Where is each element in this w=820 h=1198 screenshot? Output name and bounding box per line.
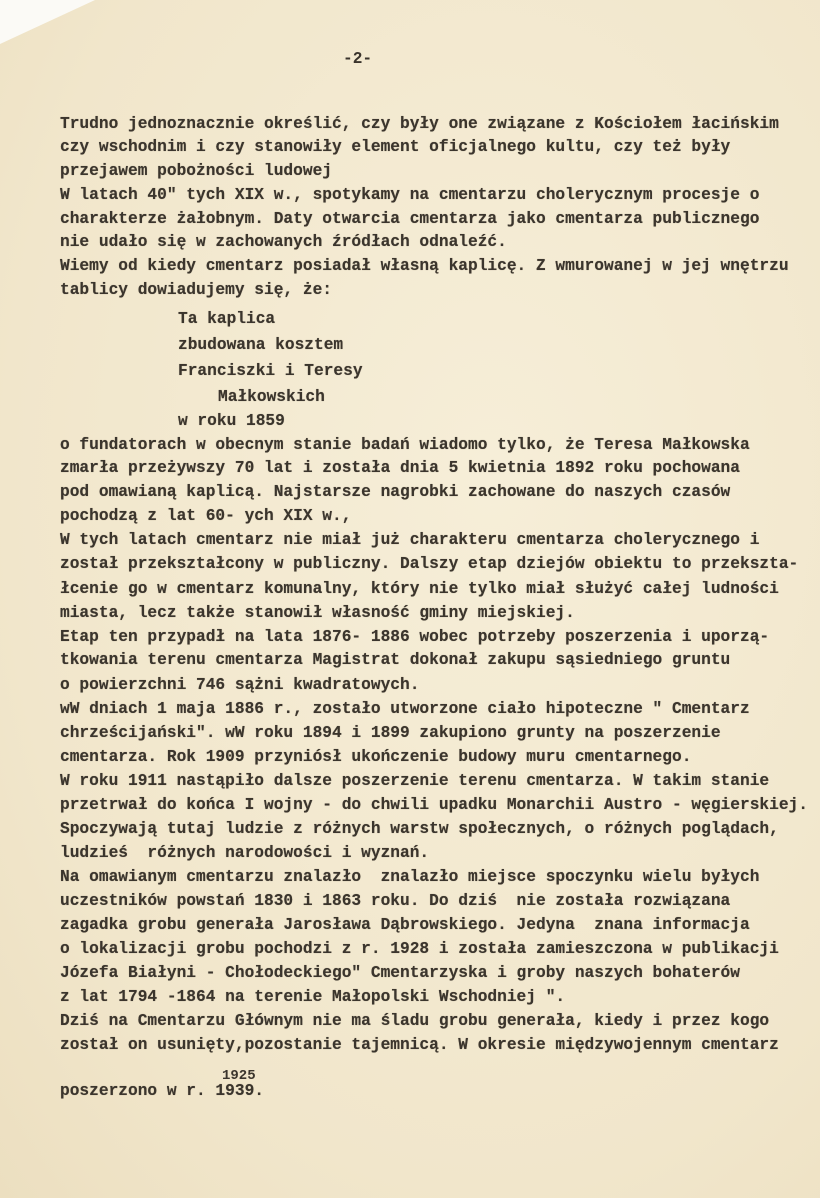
text-line: pochodzą z lat 60- ych XIX w.,	[60, 507, 352, 525]
text-line: został przekształcony w publiczny. Dalszy etap dziejów obiektu to przekszta-	[60, 555, 799, 573]
text-line: W tych latach cmentarz nie miał już charakteru cmentarza cholerycznego i	[60, 531, 760, 549]
plaque-inscription-line: Ta kaplica	[178, 310, 276, 328]
plaque-inscription-line: Franciszki i Teresy	[178, 362, 363, 380]
text-line: przetrwał do końca I wojny - do chwili upadku Monarchii Austro - węgierskiej.	[60, 796, 808, 814]
text-line: pod omawianą kaplicą. Najstarsze nagrobki zachowane do naszych czasów	[60, 483, 731, 501]
text-line: charakterze żałobnym. Daty otwarcia cmentarza jako cmentarza publicznego	[60, 210, 760, 228]
text-line: tkowania terenu cmentarza Magistrat dokonał zakupu sąsiedniego gruntu	[60, 651, 731, 669]
text-line: został on usunięty,pozostanie tajemnicą. W okresie międzywojennym cmentarz	[60, 1036, 779, 1054]
text-line: Józefa Białyni - Chołodeckiego" Cmentarzyska i groby naszych bohaterów	[60, 964, 740, 982]
text-line: wW dniach 1 maja 1886 r., zostało utworzone ciało hipoteczne " Cmentarz	[60, 700, 750, 718]
text-line: przejawem pobożności ludowej	[60, 162, 332, 180]
plaque-inscription-line: w roku 1859	[178, 412, 285, 430]
plaque-inscription-line: Małkowskich	[218, 388, 325, 406]
text-line: z lat 1794 -1864 na terenie Małopolski Wschodniej ".	[60, 988, 566, 1006]
text-line: Na omawianym cmentarzu znalazło znalazło miejsce spoczynku wielu byłych	[60, 868, 760, 886]
text-line: łcenie go w cmentarz komunalny, który nie tylko miał służyć całej ludności	[60, 580, 779, 598]
text-line: cmentarza. Rok 1909 przyniósł ukończenie budowy muru cmentarnego.	[60, 748, 692, 766]
text-line: zagadka grobu generała Jarosława Dąbrowskiego. Jedyna znana informacja	[60, 916, 750, 934]
text-line: Dziś na Cmentarzu Głównym nie ma śladu grobu generała, kiedy i przez kogo	[60, 1012, 770, 1030]
text-line: Wiemy od kiedy cmentarz posiadał własną kaplicę. Z wmurowanej w jej wnętrzu	[60, 257, 789, 275]
text-line: nie udało się w zachowanych źródłach odnaleźć.	[60, 233, 507, 251]
text-line: zmarła przeżywszy 70 lat i została dnia 5 kwietnia 1892 roku pochowana	[60, 459, 740, 477]
folded-corner	[0, 0, 95, 44]
text-line: chrześcijański". wW roku 1894 i 1899 zakupiono grunty na poszerzenie	[60, 724, 721, 742]
text-line: uczestników powstań 1830 i 1863 roku. Do dziś nie została rozwiązana	[60, 892, 731, 910]
text-line: o fundatorach w obecnym stanie badań wiadomo tylko, że Teresa Małkowska	[60, 436, 750, 454]
text-line: poszerzono w r. 1939.	[60, 1082, 264, 1100]
text-line: Spoczywają tutaj ludzie z różnych warstw społecznych, o różnych poglądach,	[60, 820, 779, 838]
text-line: czy wschodnim i czy stanowiły element oficjalnego kultu, czy też były	[60, 138, 731, 156]
handwritten-correction-year: 1925	[222, 1068, 256, 1084]
text-line: Trudno jednoznacznie określić, czy były one związane z Kościołem łacińskim	[60, 115, 779, 133]
text-line: miasta, lecz także stanowił własność gminy miejskiej.	[60, 604, 575, 622]
text-line: o powierzchni 746 sążni kwadratowych.	[60, 676, 420, 694]
text-line: W roku 1911 nastąpiło dalsze poszerzenie terenu cmentarza. W takim stanie	[60, 772, 770, 790]
text-line: ludzieś różnych narodowości i wyznań.	[60, 844, 430, 862]
text-line: W latach 40" tych XIX w., spotykamy na cmentarzu cholerycznym procesje o	[60, 186, 760, 204]
text-line: Etap ten przypadł na lata 1876- 1886 wobec potrzeby poszerzenia i uporzą-	[60, 628, 770, 646]
text-line: tablicy dowiadujemy się, że:	[60, 281, 332, 299]
plaque-inscription-line: zbudowana kosztem	[178, 336, 344, 354]
page-number: -2-	[343, 50, 373, 68]
text-line: o lokalizacji grobu pochodzi z r. 1928 i została zamieszczona w publikacji	[60, 940, 779, 958]
